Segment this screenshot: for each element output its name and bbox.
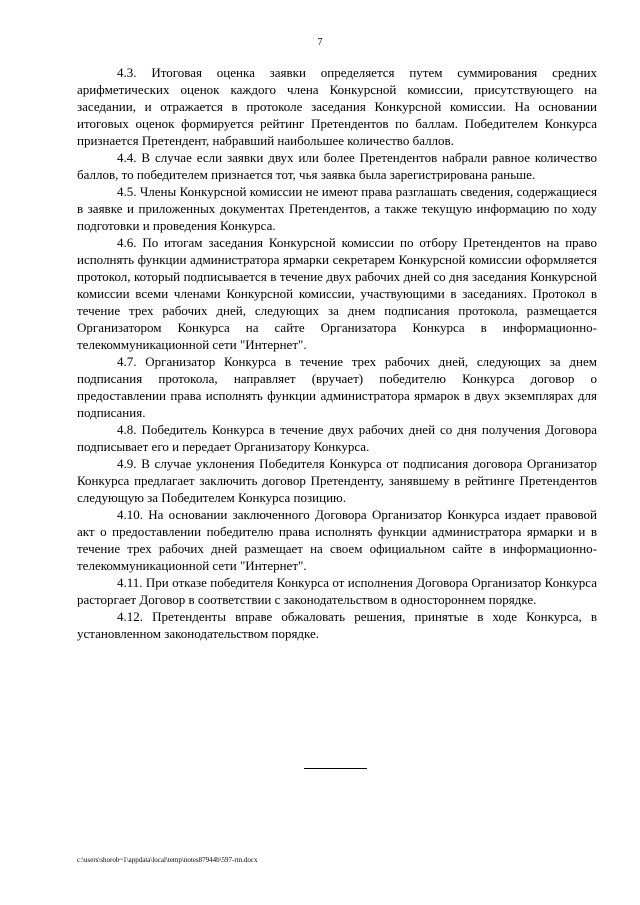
- end-of-document-rule: [304, 768, 367, 769]
- clause-4-3: 4.3. Итоговая оценка заявки определяется путем суммирования средних арифметических оценок каждого члена Конкурсной комиссии, присутствующего на заседании, и отражается в протоколе заседания Конкурсной комиссии. На основании итоговых оценок формируется рейтинг Претендентов по баллам. Победителем Конкурса признается Претендент, набравший наибольшее количество баллов.: [77, 65, 597, 148]
- clause-4-6: 4.6. По итогам заседания Конкурсной комиссии по отбору Претендентов на право исполнять функции администратора ярмарки секретарем Конкурсной комиссии оформляется протокол, который подписывается в течение двух рабочих дней со дня заседания Конкурсной комиссии всеми членами Конкурсной комиссии, участвующими в заседаниях. Протокол в течение трех рабочих дней, следующих за днем подписания протокола, размещается Организатором Конкурса на сайте Организатора Конкурса в информационно-телекоммуникационной сети "Интернет".: [77, 235, 597, 352]
- clause-4-4: 4.4. В случае если заявки двух или более Претендентов набрали равное количество баллов, то победителем признается тот, чья заявка была зарегистрирована раньше.: [77, 150, 597, 182]
- clause-4-10: 4.10. На основании заключенного Договора Организатор Конкурса издает правовой акт о предоставлении победителю права исполнять функции администратора ярмарки и в течение трех рабочих дней размещает на своем официальном сайте в информационно-телекоммуникационной сети "Интернет".: [77, 507, 597, 573]
- clause-4-11: 4.11. При отказе победителя Конкурса от исполнения Договора Организатор Конкурса расторгает Договор в соответствии с законодательством в одностороннем порядке.: [77, 575, 597, 607]
- page-number: 7: [317, 37, 323, 48]
- document-body: [77, 64, 597, 642]
- clause-4-5: 4.5. Члены Конкурсной комиссии не имеют права разглашать сведения, содержащиеся в заявке и приложенных документах Претендентов, а также текущую информацию по ходу подготовки и проведения Конкурса.: [77, 184, 597, 233]
- clause-4-8: 4.8. Победитель Конкурса в течение двух рабочих дней со дня получения Договора подписывает его и передает Организатору Конкурса.: [77, 422, 597, 454]
- clause-4-7: 4.7. Организатор Конкурса в течение трех рабочих дней, следующих за днем подписания протокола, направляет (вручает) победителю Конкурса договор о предоставлении права исполнять функции администратора ярмарок в двух экземплярах для подписания.: [77, 354, 597, 420]
- clause-4-9: 4.9. В случае уклонения Победителя Конкурса от подписания договора Организатор Конкурса предлагает заключить договор Претенденту, занявшему в рейтинге Претендентов следующую за Победителем Конкурса позицию.: [77, 456, 597, 505]
- clause-4-12: 4.12. Претенденты вправе обжаловать решения, принятые в ходе Конкурса, в установленном законодательством порядке.: [77, 609, 597, 641]
- footer-file-path: c:\users\shorob~1\appdata\local\temp\notes87944b\597-rm.docx: [77, 856, 258, 864]
